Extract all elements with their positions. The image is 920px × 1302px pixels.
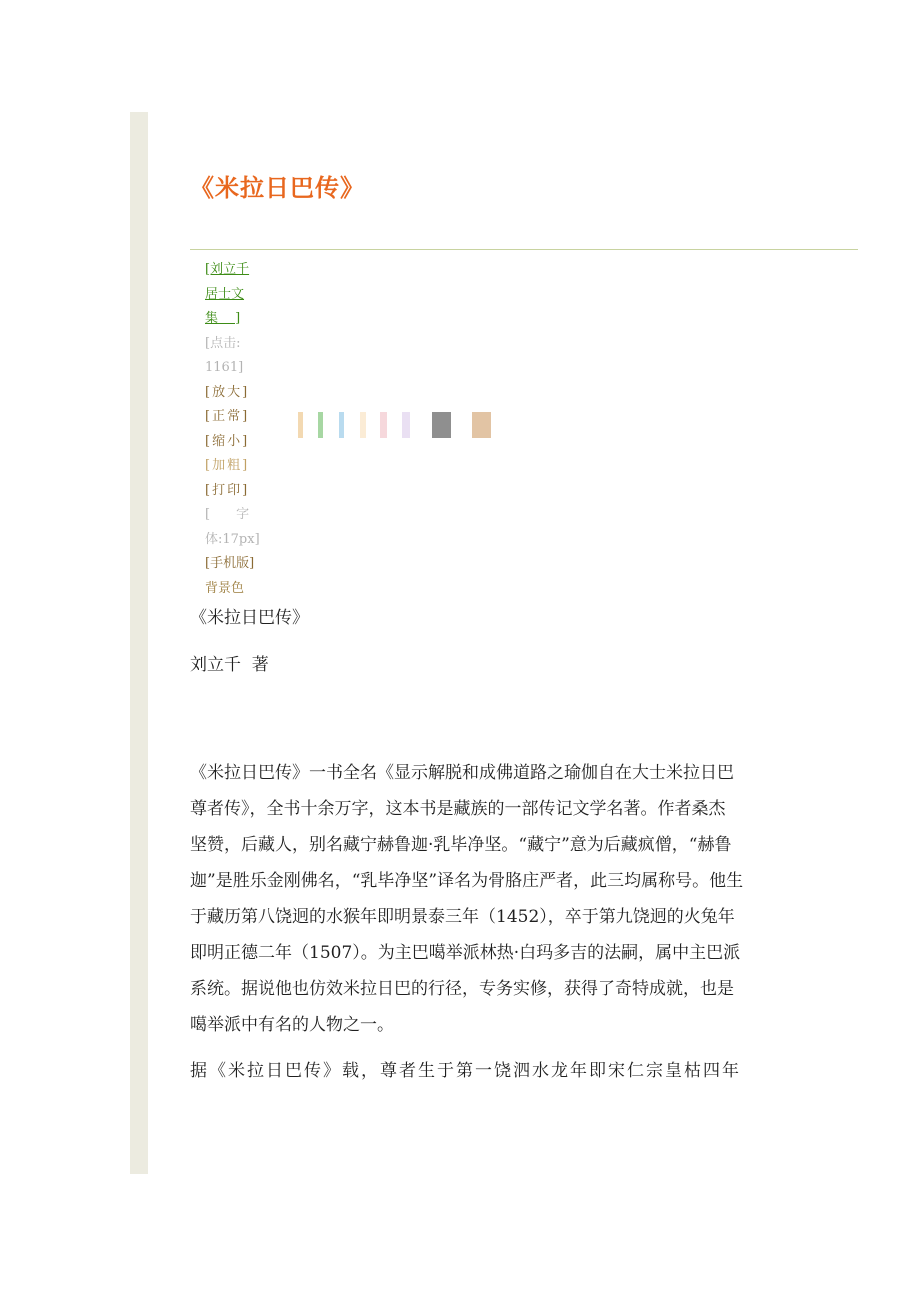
paragraph-line: 坚赞，后藏人，别名藏宁赫鲁迦·乳毕净坚。“藏宁”意为后藏疯僧，“赫鲁 bbox=[190, 835, 732, 855]
title-divider bbox=[190, 249, 858, 250]
swatch-green[interactable] bbox=[318, 412, 323, 438]
background-color-label: 背景色 bbox=[205, 580, 245, 596]
swatch-cream[interactable] bbox=[360, 412, 366, 438]
swatch-beige[interactable] bbox=[298, 412, 303, 438]
click-count-line-2: 1161] bbox=[205, 360, 244, 375]
paragraph-line: 即明正德二年（1507）。为主巴噶举派林热·白玛多吉的法嗣，属中主巴派 bbox=[190, 943, 741, 963]
zoom-in-button[interactable]: [放大] bbox=[205, 384, 250, 400]
paragraph-line: 尊者传》，全书十余万字，这本书是藏族的一部传记文学名著。作者桑杰 bbox=[190, 799, 726, 819]
collection-link-line-1[interactable]: [刘立千 bbox=[205, 262, 250, 277]
article-paragraph bbox=[190, 755, 808, 1043]
print-button[interactable]: [打印] bbox=[205, 482, 250, 498]
collection-link-line-2[interactable]: 居士文 bbox=[205, 286, 245, 302]
bold-button[interactable]: [加粗] bbox=[205, 458, 250, 473]
article-author: 刘立千 著 bbox=[190, 655, 269, 675]
swatch-blue[interactable] bbox=[339, 412, 344, 438]
swatch-pink[interactable] bbox=[380, 412, 387, 438]
mobile-version-link[interactable]: [手机版] bbox=[205, 556, 255, 571]
article-toolbar bbox=[205, 258, 260, 601]
zoom-out-button[interactable]: [缩小] bbox=[205, 433, 250, 449]
page-title: 《米拉日巴传》 bbox=[190, 173, 365, 202]
article-heading: 《米拉日巴传》 bbox=[190, 608, 309, 628]
paragraph-line: 噶举派中有名的人物之一。 bbox=[190, 1015, 394, 1035]
click-count-line-1: [点击: bbox=[205, 335, 241, 351]
paragraph-line: 系统。据说他也仿效米拉日巴的行径，专务实修，获得了奇特成就，也是 bbox=[190, 979, 734, 999]
swatch-gray[interactable] bbox=[432, 412, 451, 438]
collection-link-line-3[interactable]: 集 ] bbox=[205, 311, 241, 326]
paragraph-line: 迦”是胜乐金刚佛名，“乳毕净坚”译名为骨胳庄严者，此三均属称号。他生 bbox=[190, 871, 744, 891]
article-next-paragraph: 据《米拉日巴传》载，尊者生于第一饶泗水龙年即宋仁宗皇枯四年 bbox=[190, 1061, 741, 1081]
swatch-lavender[interactable] bbox=[402, 412, 410, 438]
collection-link[interactable] bbox=[205, 258, 255, 332]
font-size-line-2: 体:17px] bbox=[205, 531, 260, 547]
article-body bbox=[190, 600, 808, 1089]
paragraph-line: 《米拉日巴传》一书全名《显示解脱和成佛道路之瑜伽自在大士米拉日巴 bbox=[190, 763, 734, 783]
left-margin-bar bbox=[130, 112, 148, 1174]
normal-size-button[interactable]: [正常] bbox=[205, 409, 250, 424]
font-size-line-1: [ 字 bbox=[205, 507, 250, 522]
swatch-tan[interactable] bbox=[472, 412, 491, 438]
paragraph-line: 于藏历第八饶迥的水猴年即明景泰三年（1452），卒于第九饶迥的火兔年 bbox=[190, 907, 735, 927]
